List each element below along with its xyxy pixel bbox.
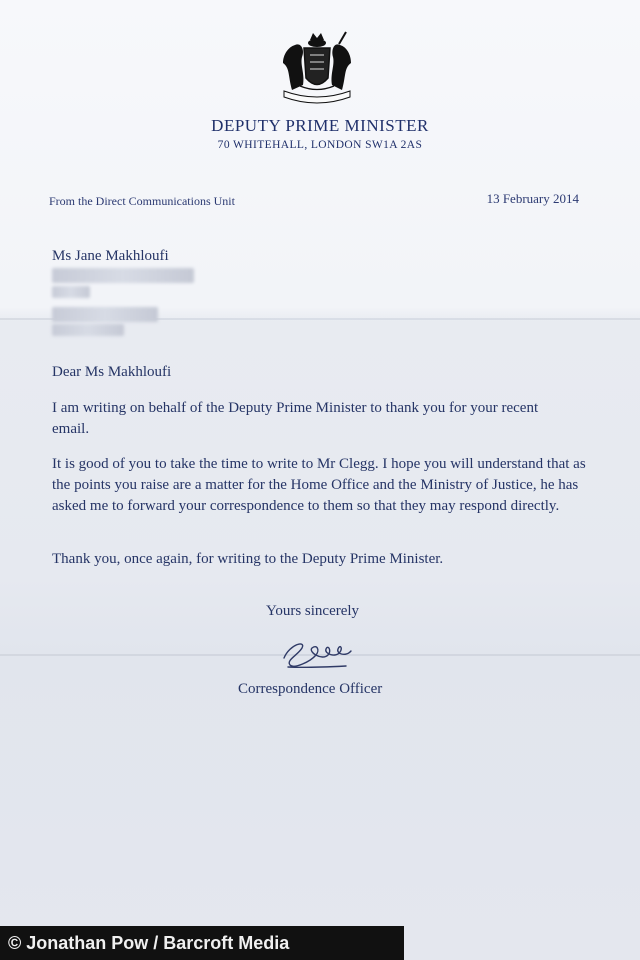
redacted-address-line — [52, 286, 90, 298]
body-paragraph: I am writing on behalf of the Deputy Prime Minister to thank you for your recent email. — [52, 400, 539, 437]
signatory-title: Correspondence Officer — [238, 681, 383, 697]
redacted-address-line — [52, 268, 194, 283]
recipient-name: Ms Jane Makhloufi — [52, 248, 169, 264]
handwritten-signature — [278, 630, 362, 674]
body-paragraph: Thank you, once again, for writing to the Deputy Prime Minister. — [52, 551, 444, 567]
royal-coat-of-arms-icon — [270, 28, 364, 108]
letter-date: 13 February 2014 — [486, 191, 579, 206]
photo-credit: © Jonathan Pow / Barcroft Media — [0, 926, 404, 960]
salutation: Dear Ms Makhloufi — [52, 364, 172, 380]
valediction: Yours sincerely — [266, 603, 360, 619]
redacted-address-line — [52, 307, 158, 322]
office-title: DEPUTY PRIME MINISTER — [211, 116, 429, 135]
body-paragraph: It is good of you to take the time to write to Mr Clegg. I hope you will understand that as the points you raise are a matter for the Home Office and the Ministry of Justice, he has asked me to forward your correspondence to them so that they may respond directly. — [52, 456, 586, 514]
office-address: 70 WHITEHALL, LONDON SW1A 2AS — [217, 139, 423, 151]
redacted-address-line — [52, 324, 124, 336]
sender-unit: From the Direct Communications Unit — [49, 194, 235, 208]
